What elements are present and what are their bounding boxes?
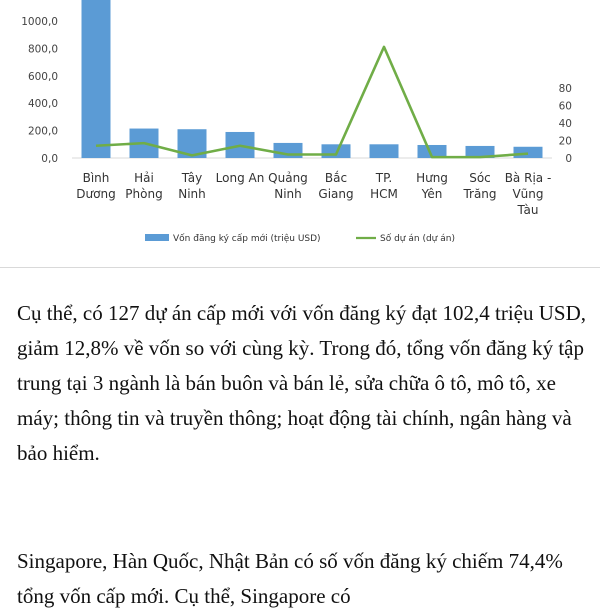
category-label: Tây Ninh xyxy=(178,171,206,201)
left-axis-tick: 1000,0 xyxy=(21,16,58,28)
category-label: Quảng Ninh xyxy=(268,171,308,201)
right-axis-tick: 40 xyxy=(559,118,572,130)
article-body xyxy=(17,296,587,471)
bar xyxy=(370,144,399,158)
category-label: Hải Phòng xyxy=(125,171,162,201)
bar xyxy=(514,147,543,158)
bar xyxy=(82,0,111,158)
left-axis-tick: 0,0 xyxy=(41,153,58,165)
category-label: Sóc Trăng xyxy=(462,171,496,201)
right-axis-tick: 20 xyxy=(559,136,572,148)
legend-label-bar: Vốn đăng ký cấp mới (triệu USD) xyxy=(173,233,321,244)
bar xyxy=(322,144,351,158)
right-axis-tick: 60 xyxy=(559,101,572,113)
legend-swatch-bar xyxy=(145,234,169,241)
section-divider xyxy=(0,267,600,268)
left-axis-tick: 600,0 xyxy=(28,71,58,83)
category-label: Hưng Yên xyxy=(416,171,448,201)
right-axis-tick: 0 xyxy=(565,153,572,165)
legend-label-line: Số dự án (dự án) xyxy=(380,233,455,244)
category-label: Long An xyxy=(216,171,265,185)
category-label: Bình Dương xyxy=(76,171,115,201)
article-paragraph-1: Cụ thể, có 127 dự án cấp mới với vốn đăng ký đạt 102,4 triệu USD, giảm 12,8% về vốn so với cùng kỳ. Trong đó, tổng vốn đăng ký tập trung tại 3 ngành là bán buôn và bán lẻ, sửa chữa ô tô, mô tô, xe máy; thông tin và truyền thông; hoạt động tài chính, ngân hàng và bảo hiểm. xyxy=(17,296,587,471)
category-label: Bắc Giang xyxy=(318,171,353,201)
category-label: TP. HCM xyxy=(370,171,398,201)
combo-chart xyxy=(0,0,600,266)
line-series-path xyxy=(96,47,528,157)
left-axis-tick: 800,0 xyxy=(28,43,58,55)
chart-svg xyxy=(0,0,600,266)
article-paragraph-2: Singapore, Hàn Quốc, Nhật Bản có số vốn đăng ký chiếm 74,4% tổng vốn cấp mới. Cụ thể, Singapore có xyxy=(17,544,587,614)
category-label: Bà Rịa -Vũng Tàu xyxy=(505,171,552,217)
right-axis-tick: 80 xyxy=(559,83,572,95)
left-axis-tick: 400,0 xyxy=(28,98,58,110)
left-axis-tick: 200,0 xyxy=(28,126,58,138)
